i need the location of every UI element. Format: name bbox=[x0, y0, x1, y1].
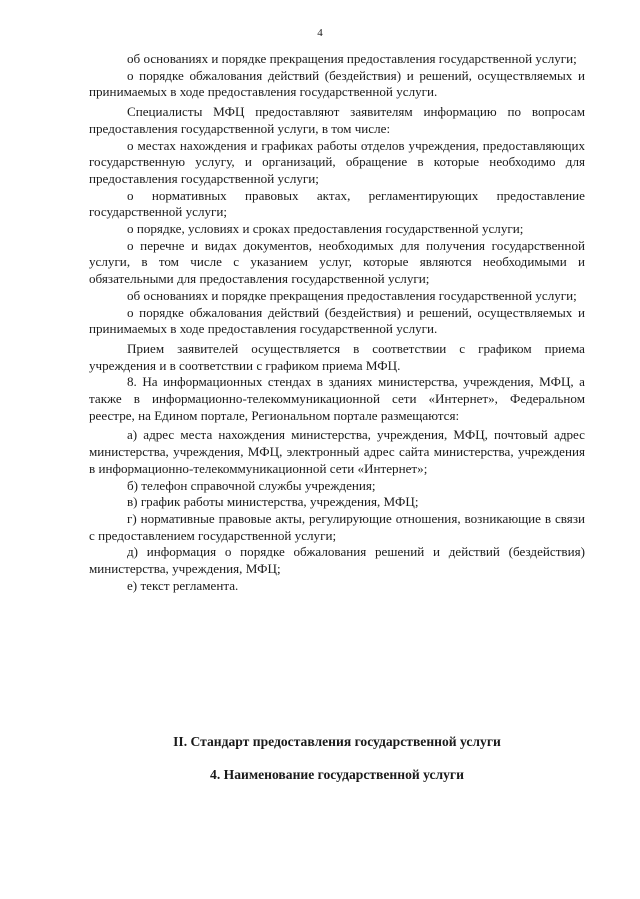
paragraph: о порядке, условиях и сроках предоставления государственной услуги; bbox=[127, 221, 524, 237]
paragraph: об основаниях и порядке прекращения предоставления государственной услуги; bbox=[127, 287, 577, 303]
body-text bbox=[89, 51, 585, 595]
paragraph: о порядке обжалования действий (бездействия) и решений, осуществляемых и принимаемых в ходе предоставления государственной услуги. bbox=[89, 304, 585, 337]
paragraph: о порядке обжалования действий (бездействия) и решений, осуществляемых и принимаемых в ходе предоставления государственной услуги. bbox=[89, 67, 585, 100]
paragraph: о перечне и видах документов, необходимых для получения государственной услуги, в том числе с указанием услуг, которые являются необходимыми и обязательными для предоставления государственной услуги; bbox=[89, 237, 585, 287]
paragraph: о нормативных правовых актах, регламентирующих предоставление государственной услуги; bbox=[89, 187, 585, 220]
page-number: 4 bbox=[317, 27, 323, 39]
paragraph: Специалисты МФЦ предоставляют заявителям информацию по вопросам предоставления государственной услуги, в том числе: bbox=[89, 104, 585, 136]
paragraph: д) информация о порядке обжалования решений и действий (бездействия) министерства, учреждения, МФЦ; bbox=[89, 544, 585, 577]
paragraph: е) текст регламента. bbox=[127, 577, 239, 593]
paragraph: о местах нахождения и графиках работы отделов учреждения, предоставляющих государственную услугу, и организаций, обращение в которые необходимо для предоставления государственной услуги; bbox=[89, 137, 585, 186]
paragraph: б) телефон справочной службы учреждения; bbox=[127, 477, 376, 493]
paragraph: 8. На информационных стендах в зданиях министерства, учреждения, МФЦ, а также в информационно-телекоммуникационной сети «Интернет», Федеральном реестре, на Едином портале, Региональном портале размещаются: bbox=[89, 374, 585, 423]
section-heading: II. Стандарт предоставления государственной услуги bbox=[173, 734, 501, 749]
paragraph: в) график работы министерства, учреждения, МФЦ; bbox=[127, 494, 419, 510]
paragraph: г) нормативные правовые акты, регулирующие отношения, возникающие в связи с предоставлением государственной услуги; bbox=[89, 510, 585, 543]
paragraph: а) адрес места нахождения министерства, учреждения, МФЦ, почтовый адрес министерства, учреждения, МФЦ, электронный адрес сайта министерства, учреждения в информационно-телекоммуникационной сети «Интернет»; bbox=[89, 427, 585, 476]
subsection-heading: 4. Наименование государственной услуги bbox=[210, 767, 464, 782]
paragraph: об основаниях и порядке прекращения предоставления государственной услуги; bbox=[127, 51, 577, 66]
paragraph: Прием заявителей осуществляется в соответствии с графиком приема учреждения и в соответствии с графиком приема МФЦ. bbox=[89, 340, 585, 373]
